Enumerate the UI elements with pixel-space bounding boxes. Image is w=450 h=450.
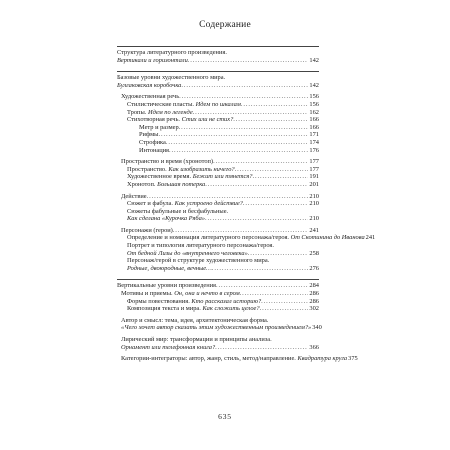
toc-entry-subtitle: Квадратура круга: [297, 355, 348, 363]
toc-entry-title: Сюжет и фабула.: [127, 200, 175, 208]
toc-entry: [117, 355, 358, 363]
toc-entry-page: 166: [309, 123, 319, 131]
toc-entry: [117, 158, 319, 166]
table-of-contents: [117, 46, 376, 370]
toc-entry: [117, 257, 319, 272]
toc-entry-title: Строфика: [139, 138, 166, 146]
toc-entry-title: Структура литературного произведения.: [117, 49, 227, 56]
toc-section-base-levels: [117, 71, 376, 272]
toc-entry-subtitle: Большая потерка: [157, 180, 206, 188]
toc-entry-subtitle: Как сложить целое?: [202, 305, 260, 313]
toc-entry-page: 375: [348, 355, 358, 363]
toc-entry-page: 210: [309, 192, 319, 200]
toc-entry-subtitle: Как изобразить ничего?: [168, 165, 235, 173]
toc-entry-page: 284: [309, 282, 319, 290]
toc-entry-subtitle: Как сделана «Курочка Ряба»: [127, 215, 206, 223]
toc-entry-page: 201: [309, 180, 319, 188]
toc-entry-page: 210: [309, 215, 319, 223]
toc-entry-title: Персонажи (герои): [121, 226, 173, 234]
toc-entry: [117, 147, 319, 155]
toc-entry-page: 340: [312, 324, 322, 332]
toc-entry-page: 366: [309, 343, 319, 351]
toc-entry-title: Мотивы и приемы.: [121, 290, 175, 298]
toc-entry-title: Лирический мир: трансформации и принципы анализа.: [121, 336, 272, 343]
toc-entry: [117, 282, 319, 290]
toc-entry-title: Художественная речь: [121, 93, 180, 101]
toc-entry-page: 210: [309, 200, 319, 208]
toc-entry-title: Портрет и типология литературного персонажа/героя.: [127, 242, 274, 250]
toc-entry-subtitle: Идем по шкалам: [195, 100, 241, 108]
toc-entry-subtitle: Как устроено действие?: [174, 200, 243, 208]
toc-entry-subtitle: Кто рассказал историю?: [191, 297, 262, 305]
toc-entry-title: Художественное время.: [127, 173, 193, 181]
toc-entry-page: 142: [309, 56, 319, 64]
toc-entry-title: Стихотворная речь.: [127, 116, 182, 124]
page-title: Содержание: [199, 20, 251, 30]
toc-entry-title: Хронотоп.: [127, 180, 158, 188]
toc-entry-page: 171: [309, 131, 319, 139]
toc-section-structure: [117, 46, 319, 64]
toc-entry: [117, 49, 319, 64]
toc-entry: [117, 227, 319, 235]
toc-entry-title: Вертикальные уровни произведения: [117, 282, 216, 290]
toc-entry: [117, 234, 376, 242]
toc-entry: [117, 166, 319, 174]
toc-entry: [117, 208, 319, 223]
toc-entry-title: Формы повествования.: [127, 297, 192, 305]
toc-entry: [117, 181, 319, 189]
toc-entry-title: Автор и смысл: тема, идея, архитектоническая форма.: [121, 316, 269, 324]
toc-entry-subtitle: Идем по легенде: [147, 108, 193, 116]
toc-entry-title: Определение и номинация литературного персонажа/героя.: [127, 234, 291, 242]
toc-entry: [117, 101, 319, 109]
toc-entry-page: 241: [309, 226, 319, 234]
toc-entry-subtitle: От Скотинина до Иванова: [290, 234, 365, 242]
toc-entry-page: 176: [309, 146, 319, 154]
toc-entry: [117, 139, 319, 147]
toc-entry-page: 191: [309, 173, 319, 181]
toc-entry-title: Персонаж/герой в структуре художественного мира.: [127, 257, 270, 265]
toc-entry: [117, 193, 319, 201]
toc-entry-page: 142: [309, 81, 319, 89]
toc-section-vertical-levels: [117, 279, 358, 363]
toc-entry-title: Категории-интеграторы: автор, жанр, стиль, метод/направление.: [121, 355, 298, 363]
divider: [117, 71, 319, 72]
toc-entry: [117, 74, 319, 89]
toc-entry: [117, 242, 319, 257]
toc-entry: [117, 305, 319, 313]
toc-entry-page: 286: [309, 297, 319, 305]
toc-entry: [117, 124, 319, 132]
toc-entry-title: Сюжеты фабульные и бесфабульные.: [127, 207, 229, 215]
toc-entry-title: Пространство и время (хронотоп): [121, 158, 214, 166]
toc-entry-subtitle: Орнамент или телефонная книга?: [121, 343, 216, 351]
toc-entry: [117, 173, 319, 181]
toc-entry-title: Пространство.: [127, 165, 169, 173]
toc-entry-subtitle: От бедной Лизы до «внутреннего человека»: [127, 249, 248, 257]
toc-entry: [117, 116, 319, 124]
toc-entry-subtitle: Булгаковская коробочка: [117, 81, 182, 89]
toc-entry-subtitle: «Чего хочет автор сказать этим художественным произведением?»: [121, 324, 312, 332]
toc-entry-title: Тропы.: [127, 108, 148, 116]
toc-entry-title: Базовые уровни художественного мира.: [117, 74, 226, 82]
toc-entry: [117, 200, 319, 208]
toc-entry-title: Композиция текста и мира.: [127, 305, 203, 313]
toc-entry-title: Действие: [121, 192, 147, 200]
toc-entry-page: 156: [309, 100, 319, 108]
toc-entry-subtitle: Родные, двоюродные, вечные…: [127, 264, 212, 272]
toc-entry-page: 177: [309, 158, 319, 166]
toc-entry: [117, 336, 319, 351]
toc-entry: [117, 131, 319, 139]
toc-entry: [117, 316, 322, 332]
toc-entry-page: 156: [309, 93, 319, 101]
toc-entry: [117, 109, 319, 117]
toc-entry-page: 162: [309, 108, 319, 116]
toc-entry-subtitle: Вертикали и горизонтали: [117, 56, 188, 64]
toc-entry: [117, 290, 319, 298]
page-number: 635: [218, 412, 232, 421]
toc-entry-title: Интонация: [139, 146, 169, 154]
toc-entry-subtitle: Бежит или тянется?: [192, 173, 253, 181]
toc-entry-page: 258: [309, 249, 319, 257]
toc-entry-page: 241: [365, 234, 376, 242]
toc-entry-page: 276: [309, 264, 319, 272]
divider: [117, 46, 319, 47]
toc-entry: [117, 298, 319, 306]
divider: [117, 279, 319, 280]
toc-entry-page: 302: [309, 305, 319, 313]
toc-entry-title: Метр и размер: [139, 123, 179, 131]
toc-entry-subtitle: Стих или не стих?: [181, 116, 234, 124]
toc-entry: [117, 93, 319, 101]
toc-entry-title: Рифмы: [139, 131, 159, 139]
toc-entry-page: 177: [309, 165, 319, 173]
toc-entry-title: Стилистические пласты.: [127, 100, 196, 108]
toc-entry-page: 174: [309, 138, 319, 146]
toc-entry-page: 166: [309, 116, 319, 124]
toc-entry-page: 286: [309, 290, 319, 298]
toc-entry-subtitle: Он, она и нечто в сером: [174, 290, 240, 298]
